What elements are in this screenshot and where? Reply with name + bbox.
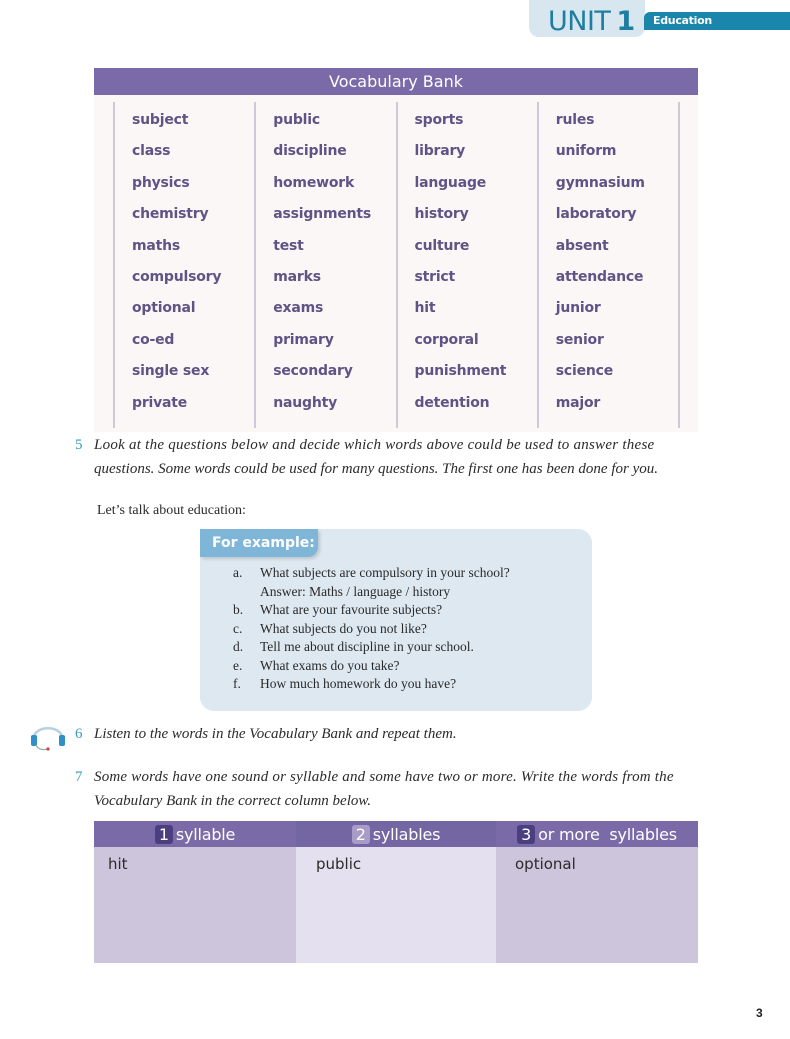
syllable-column-3	[496, 821, 698, 963]
question-item	[233, 658, 510, 677]
vocab-word: laboratory	[555, 206, 637, 223]
vocab-word: public	[273, 112, 320, 128]
vocab-word: physics	[132, 174, 190, 191]
vocab-word: primary	[273, 331, 334, 348]
instruction-line: Some words have one sound or syllable and some have two or more. Write the words from the	[94, 769, 674, 785]
vocab-word: assignments	[273, 206, 372, 223]
question-letter: c.	[233, 620, 243, 636]
vocabulary-bank-title: Vocabulary Bank	[94, 68, 698, 95]
vocab-word: uniform	[555, 143, 617, 160]
vocab-word: absent	[555, 237, 609, 254]
vocab-word: language	[414, 174, 487, 191]
exercise-intro: Let’s talk about education:	[97, 503, 246, 518]
vocab-word: chemistry	[132, 206, 209, 223]
unit-title	[548, 6, 635, 37]
syllable-column-1	[94, 821, 296, 963]
vocab-word: corporal	[414, 331, 479, 348]
syllable-column-label: syllables	[372, 824, 441, 844]
vocab-word: test	[273, 237, 304, 254]
question-list	[233, 565, 510, 695]
question-item	[233, 639, 510, 658]
question-letter: f.	[233, 676, 241, 691]
syllable-answer-cell[interactable]: public	[296, 847, 496, 963]
page-number: 3	[756, 1006, 763, 1020]
section-band	[644, 12, 790, 30]
headphones-icon[interactable]	[28, 720, 68, 752]
vocabulary-column-3	[396, 102, 537, 428]
question-item	[233, 621, 510, 640]
syllable-answer-cell[interactable]: optional	[496, 847, 698, 963]
question-text: Tell me about discipline in your school.	[260, 639, 474, 654]
vocab-word: library	[414, 143, 466, 160]
vocab-word: maths	[132, 237, 181, 254]
instruction-line: Look at the questions below and decide which words above could be used to answer these	[94, 437, 655, 453]
question-item	[233, 676, 510, 695]
instruction-line: Vocabulary Bank in the correct column below.	[94, 793, 372, 809]
section-title: Education	[653, 14, 712, 27]
syllable-count-badge: 3	[517, 825, 535, 844]
vocab-word: optional	[132, 300, 196, 317]
question-text: What subjects are compulsory in your school?	[260, 565, 510, 580]
answer-item	[233, 584, 510, 603]
syllable-answer-cell[interactable]: hit	[94, 847, 296, 963]
vocabulary-columns	[113, 102, 680, 428]
instruction-line: questions. Some words could be used for many questions. The first one has been done for you.	[94, 461, 658, 477]
question-text: What are your favourite subjects?	[260, 602, 443, 617]
question-letter: d.	[233, 639, 244, 654]
vocab-word: exams	[273, 300, 324, 317]
vocab-word: history	[414, 206, 469, 223]
vocab-word: sports	[414, 112, 464, 128]
unit-number: 1	[616, 6, 635, 37]
vocab-word: culture	[414, 237, 470, 254]
vocab-word: co-ed	[132, 331, 175, 348]
vocab-word: rules	[555, 112, 595, 128]
vocab-word: compulsory	[132, 268, 222, 285]
vocab-word: senior	[555, 331, 604, 348]
question-text: What subjects do you not like?	[260, 620, 427, 636]
syllable-column-label: or more syllables	[538, 824, 677, 844]
vocab-word: subject	[132, 112, 189, 128]
question-letter: b.	[233, 602, 244, 617]
syllable-count-badge: 1	[155, 825, 173, 844]
exercise-5-instructions	[75, 433, 724, 481]
syllable-table	[94, 821, 698, 963]
vocab-word: strict	[414, 268, 456, 285]
vocab-word: junior	[555, 300, 601, 317]
question-letter: a.	[233, 565, 243, 580]
question-letter: e.	[233, 657, 243, 673]
question-letter	[233, 584, 260, 603]
syllable-column-header	[296, 821, 496, 847]
syllable-column-header	[496, 821, 698, 847]
vocab-word: private	[132, 394, 188, 411]
vocab-word: attendance	[555, 268, 644, 285]
vocab-word: detention	[414, 394, 490, 411]
vocab-word: class	[132, 143, 171, 160]
vocab-word: gymnasium	[555, 174, 645, 191]
syllable-column-2	[296, 821, 496, 963]
question-item	[233, 602, 510, 621]
vocab-word: hit	[414, 300, 436, 317]
exercise-number: 7	[75, 769, 83, 785]
exercise-6-instructions	[75, 722, 694, 746]
vocab-word: major	[555, 394, 601, 411]
unit-label: UNIT	[548, 6, 611, 37]
vocab-word: marks	[273, 268, 321, 285]
question-item	[233, 565, 510, 584]
vocab-word: science	[555, 363, 614, 380]
answer-text: Answer: Maths / language / history	[260, 583, 451, 599]
syllable-column-label: syllable	[175, 824, 236, 844]
exercise-number: 6	[75, 726, 83, 742]
instruction-line: Listen to the words in the Vocabulary Bank and repeat them.	[94, 726, 457, 742]
vocab-word: homework	[273, 174, 355, 191]
example-label: For example:	[200, 529, 318, 557]
syllable-count-badge: 2	[352, 825, 370, 844]
vocab-word: secondary	[273, 363, 353, 380]
vocab-word: punishment	[414, 363, 507, 380]
exercise-7-instructions	[75, 765, 724, 813]
vocabulary-column-1	[113, 102, 254, 428]
vocab-word: naughty	[273, 394, 338, 411]
question-text: How much homework do you have?	[260, 676, 457, 691]
vocabulary-bank	[94, 68, 698, 432]
question-text: What exams do you take?	[260, 657, 400, 673]
syllable-column-header	[94, 821, 296, 847]
vocabulary-column-4	[537, 102, 680, 428]
vocab-word: discipline	[273, 143, 347, 160]
exercise-number: 5	[75, 437, 83, 453]
vocab-word: single sex	[132, 363, 210, 380]
vocabulary-column-2	[254, 102, 395, 428]
